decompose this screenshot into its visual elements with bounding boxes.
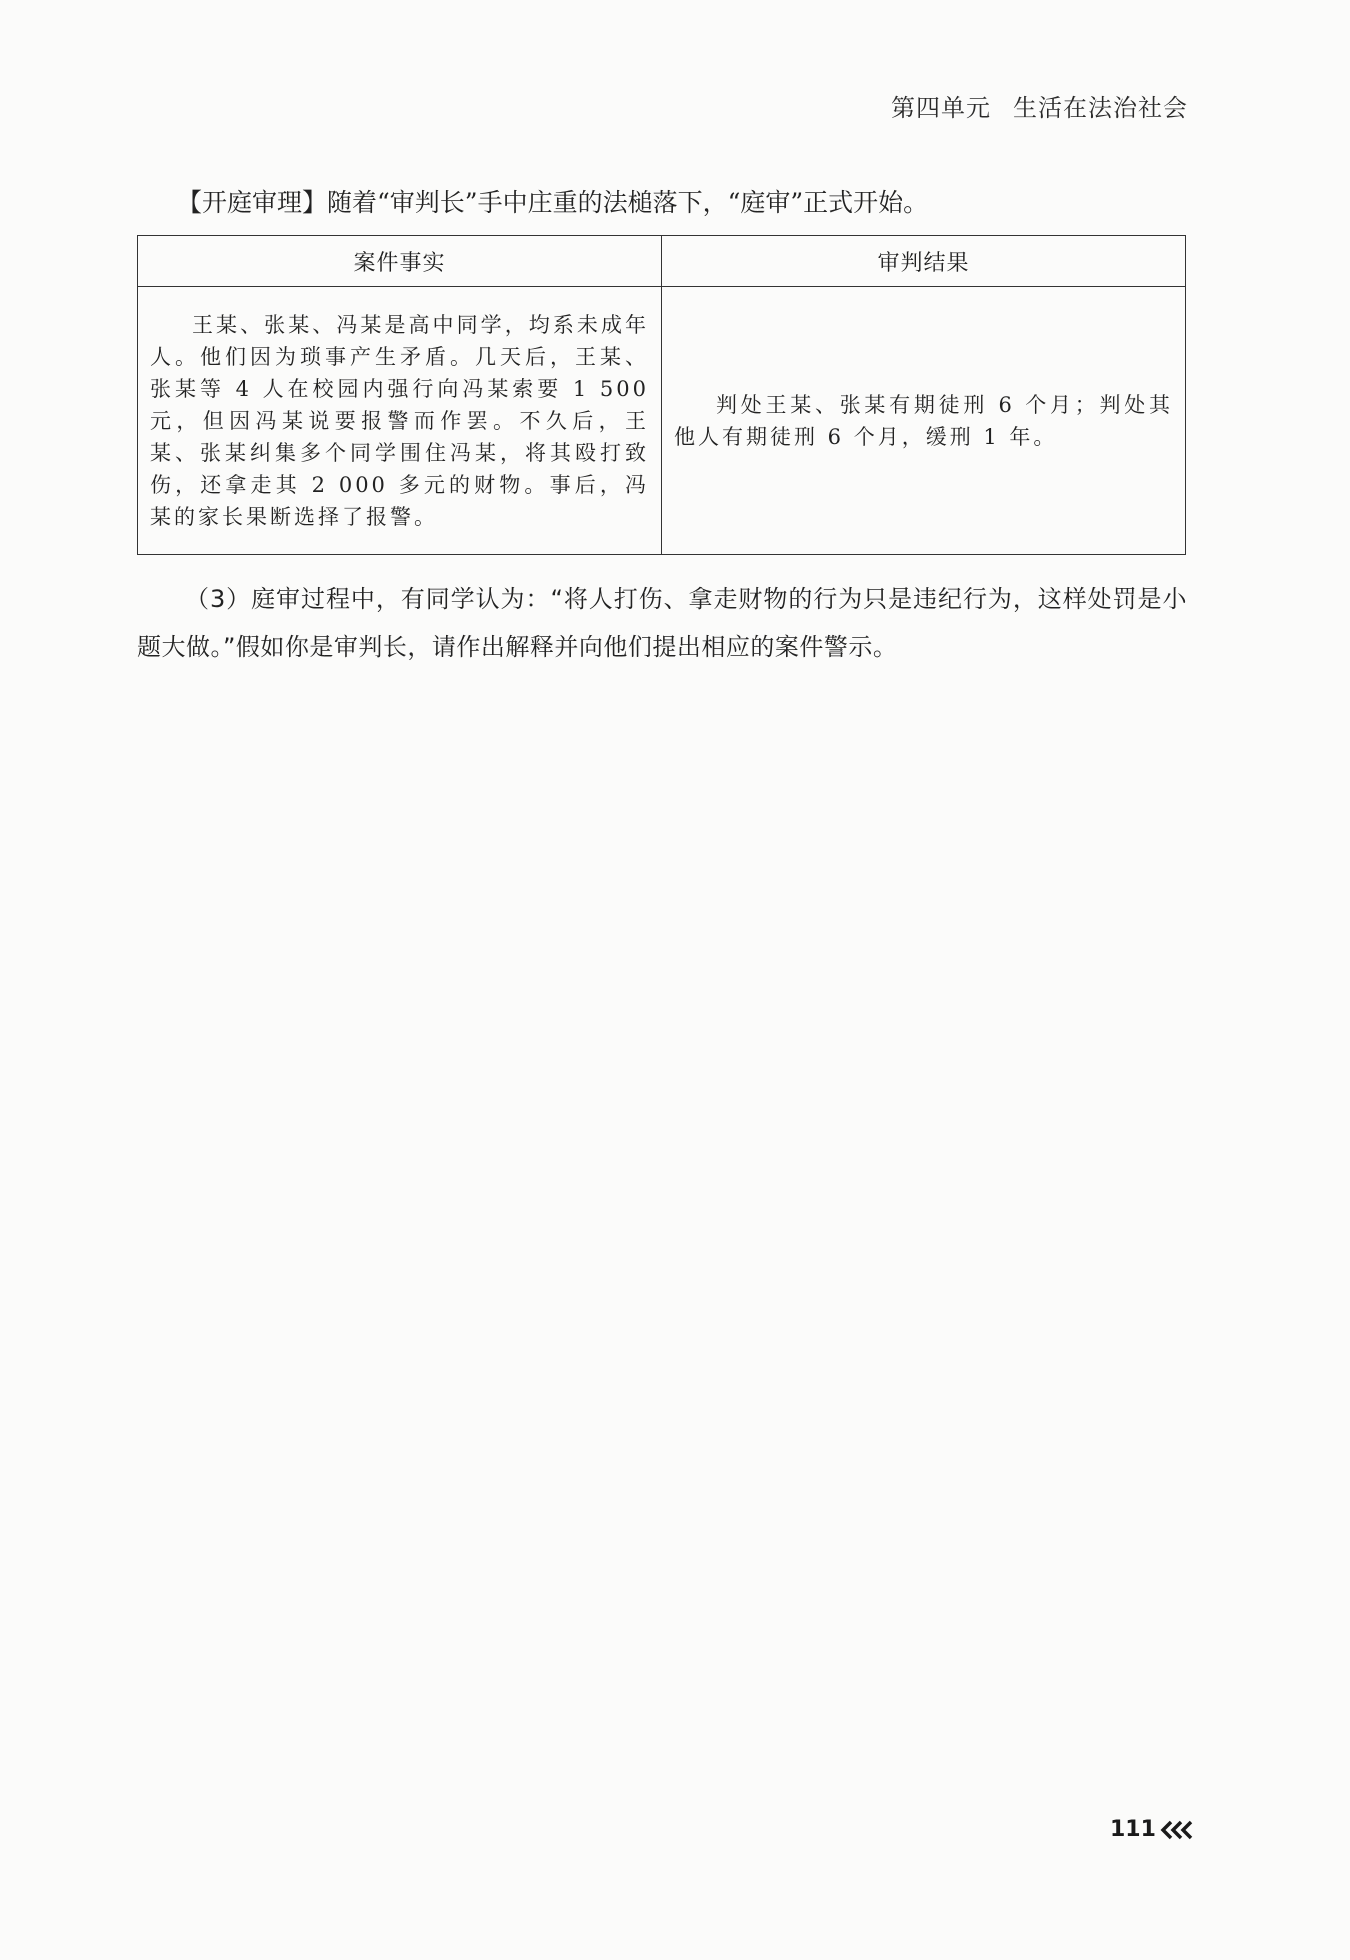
- intro-text: 随着“审判长”手中庄重的法槌落下，“庭审”正式开始。: [327, 188, 929, 217]
- page-number: 111: [1110, 1817, 1156, 1842]
- triple-chevron-left-icon: [1158, 1819, 1198, 1841]
- unit-label: 第四单元: [891, 94, 991, 122]
- table-row: [138, 287, 1186, 555]
- unit-title: 生活在法治社会: [1013, 94, 1188, 122]
- header-facts: 案件事实: [138, 236, 662, 287]
- verdict-text: 判处王某、张某有期徒刑 6 个月；判处其他人有期徒刑 6 个月，缓刑 1 年。: [674, 392, 1173, 449]
- question-paragraph: （3）庭审过程中，有同学认为：“将人打伤、拿走财物的行为只是违纪行为，这样处罚是小题大做。”假如你是审判长，请作出解释并向他们提出相应的案件警示。: [137, 585, 1187, 661]
- running-header: [891, 88, 1188, 123]
- facts-cell: [138, 287, 662, 555]
- case-table: [137, 235, 1186, 555]
- table-header-row: [138, 236, 1186, 287]
- verdict-cell: [662, 287, 1186, 555]
- facts-text: 王某、张某、冯某是高中同学，均系未成年人。他们因为琐事产生矛盾。几天后，王某、张某等 4 人在校园内强行向冯某索要 1 500 元，但因冯某说要报警而作罢。不久后，王某、张某纠集多个同学围住冯某，将其殴打致伤，还拿走其 2 000 多元的财物。事后，冯某的家长果断选择了报警。: [150, 312, 649, 529]
- intro-paragraph: [177, 183, 1217, 223]
- page-footer: [1110, 1817, 1198, 1842]
- section-label: 【开庭审理】: [177, 188, 328, 217]
- header-verdict: 审判结果: [662, 236, 1186, 287]
